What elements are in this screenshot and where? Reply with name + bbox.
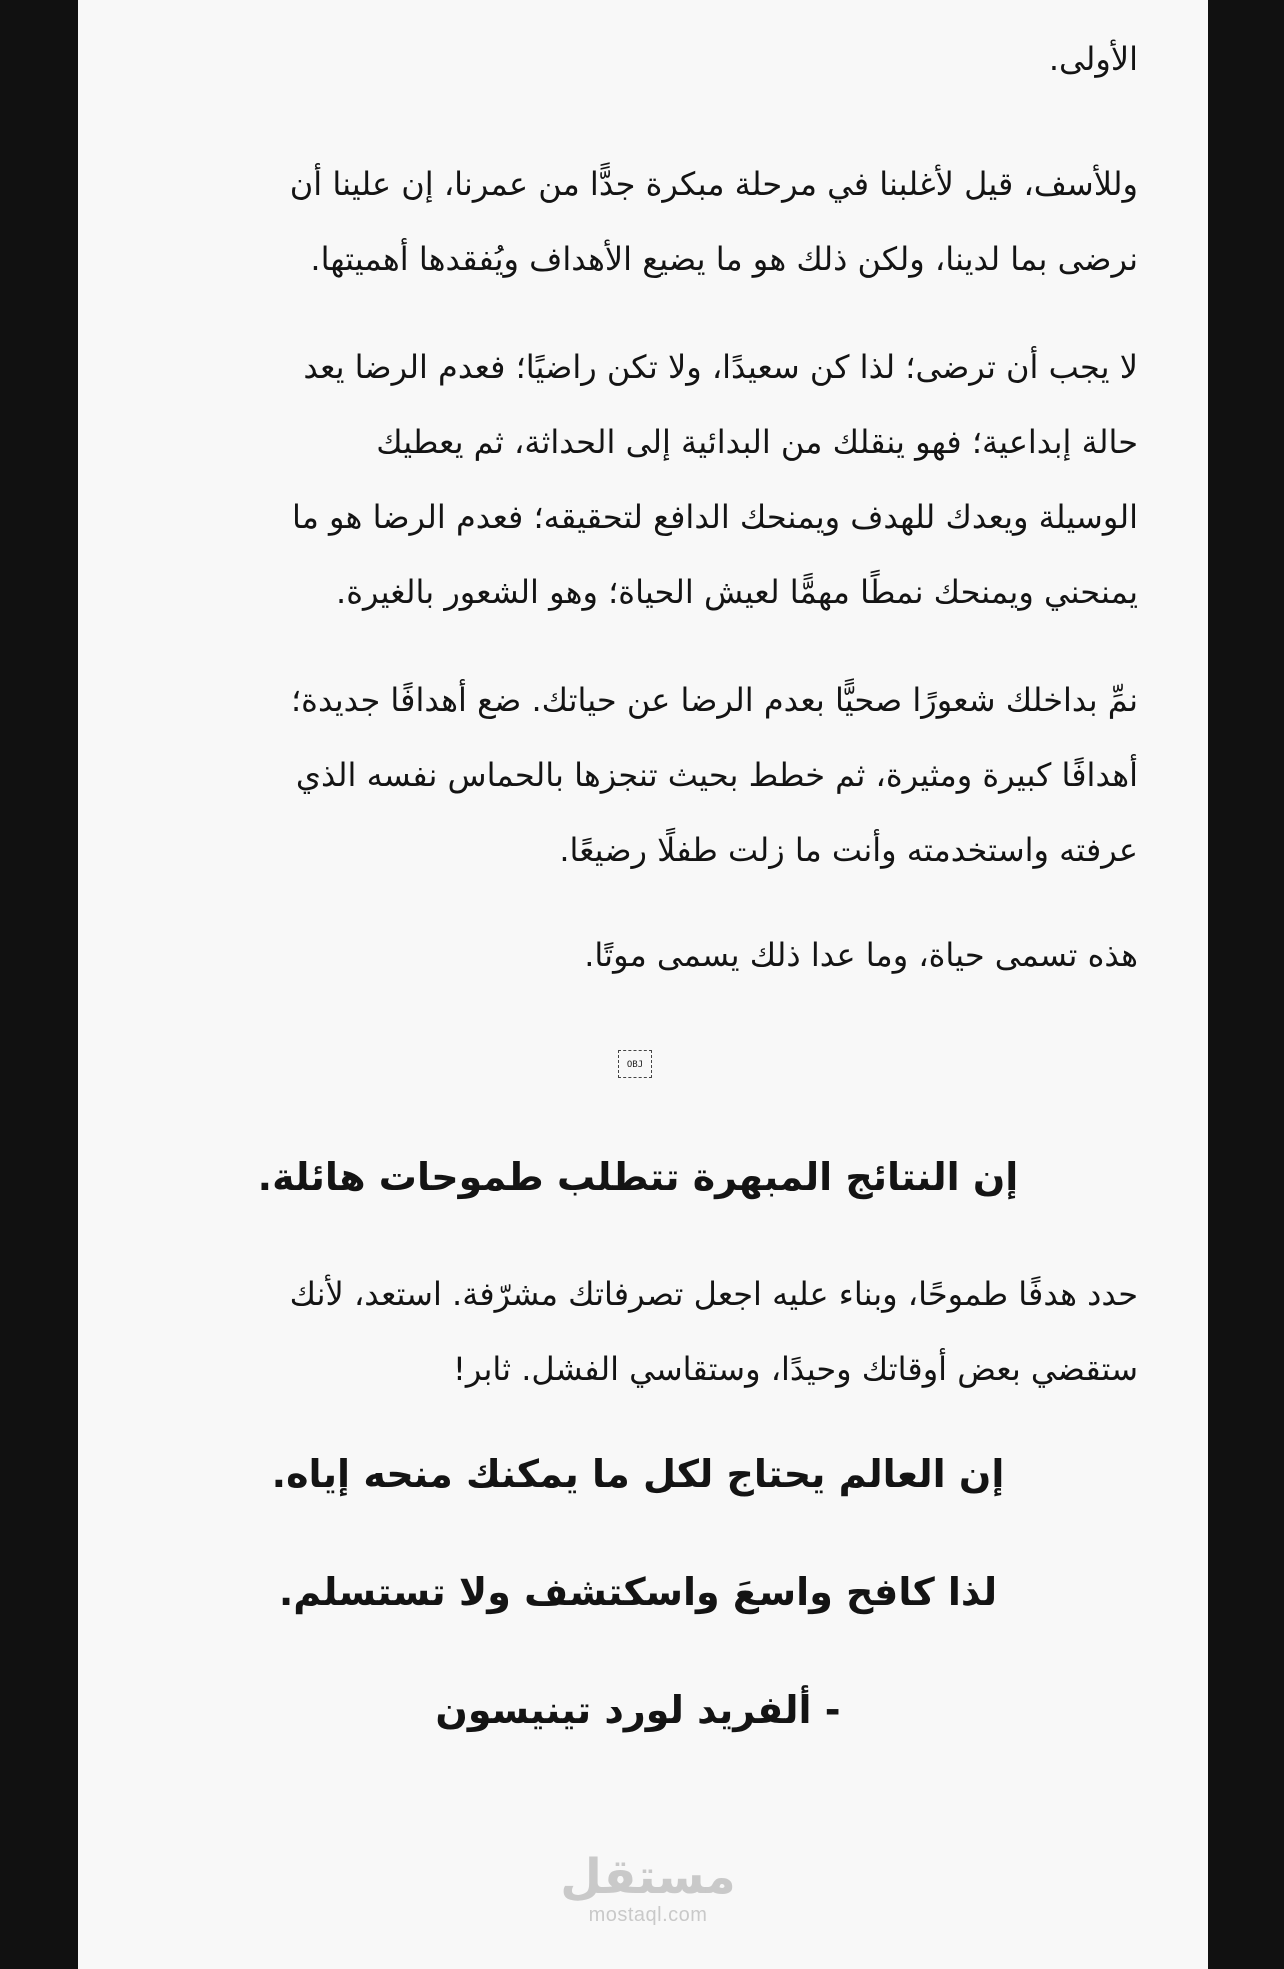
paragraph-line: أهدافًا كبيرة ومثيرة، ثم خطط بحيث تنجزها بالحماس نفسه الذي [295, 756, 1138, 794]
mostaql-watermark [548, 1850, 748, 1926]
paragraph-line: الوسيلة ويعدك للهدف ويمنحك الدافع لتحقيقه؛ فعدم الرضا هو ما [291, 498, 1138, 536]
watermark-domain: mostaql.com [588, 1904, 708, 1926]
body-paragraph [138, 1257, 1138, 1407]
quote-line-1: إن العالم يحتاج لكل ما يمكنك منحه إياه. [271, 1452, 1005, 1496]
watermark-logo-text: مستقل [560, 1849, 736, 1905]
paragraph-2 [138, 147, 1138, 297]
object-placeholder-marker: OBJ [618, 1050, 652, 1078]
paragraph-line: نمِّ بداخلك شعورًا صحيًّا بعدم الرضا عن حياتك. ضع أهدافًا جديدة؛ [291, 681, 1138, 719]
paragraph-4 [138, 663, 1138, 888]
paragraph-line: حدد هدفًا طموحًا، وبناء عليه اجعل تصرفاتك مشرّفة. استعد، لأنك [289, 1275, 1138, 1313]
paragraph-line: الأولى. [1048, 40, 1138, 78]
quote-author: - ألفريد لورد تينيسون [435, 1688, 841, 1732]
quote-line-2: لذا كافح واسعَ واسكتشف ولا تستسلم. [278, 1570, 998, 1614]
paragraph-line: نرضى بما لدينا، ولكن ذلك هو ما يضيع الأهداف ويُفقدها أهميتها. [310, 240, 1138, 278]
paragraph-line: لا يجب أن ترضى؛ لذا كن سعيدًا، ولا تكن راضيًا؛ فعدم الرضا يعد [303, 348, 1138, 386]
paragraph-line: حالة إبداعية؛ فهو ينقلك من البدائية إلى الحداثة، ثم يعطيك [376, 423, 1138, 461]
paragraph-1 [138, 22, 1138, 97]
paragraph-line: وللأسف، قيل لأغلبنا في مرحلة مبكرة جدًّا من عمرنا، إن علينا أن [289, 165, 1138, 203]
paragraph-line: هذه تسمى حياة، وما عدا ذلك يسمى موتًا. [584, 936, 1138, 974]
section-heading: إن النتائج المبهرة تتطلب طموحات هائلة. [257, 1155, 1019, 1199]
paragraph-line: ستقضي بعض أوقاتك وحيدًا، وستقاسي الفشل. ثابر! [453, 1350, 1138, 1388]
paragraph-3 [138, 330, 1138, 630]
paragraph-5 [138, 918, 1138, 993]
paragraph-line: عرفته واستخدمته وأنت ما زلت طفلًا رضيعًا. [559, 831, 1138, 869]
book-page [78, 0, 1208, 1969]
paragraph-line: يمنحني ويمنحك نمطًا مهمًّا لعيش الحياة؛ وهو الشعور بالغيرة. [336, 573, 1138, 611]
